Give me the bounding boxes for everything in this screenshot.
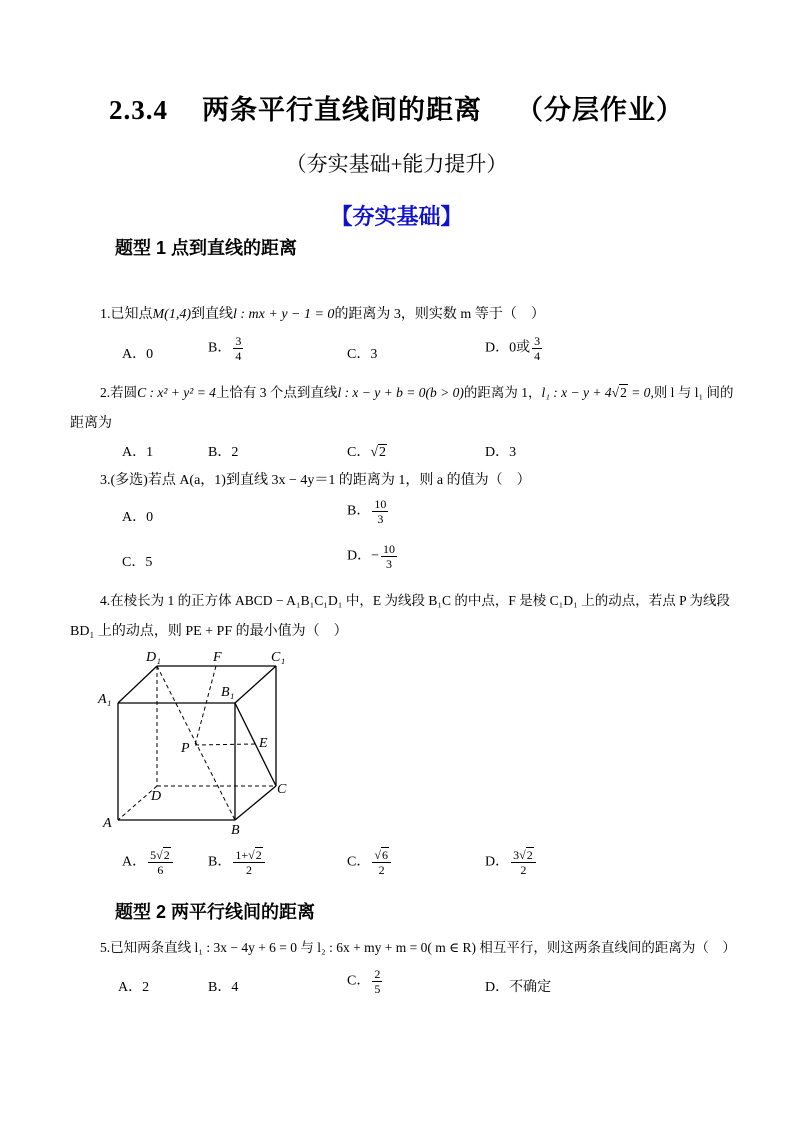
q5-option-b: B．4 [208, 980, 239, 995]
frac-num: 10 [374, 497, 387, 511]
q3-option-d [347, 542, 399, 571]
frac-den: 2 [378, 863, 385, 877]
frac-num: 5√2 [148, 848, 173, 863]
q4-option-c-label: C． [347, 854, 371, 870]
radicand: 6 [381, 848, 388, 862]
q1-option-a: A．0 [122, 347, 154, 362]
coef: 5 [150, 848, 157, 862]
q3-option-a: A．0 [122, 510, 154, 525]
label-c1: C₁ [271, 650, 286, 665]
frac-den: 2 [520, 863, 527, 877]
question-1 [100, 303, 545, 323]
frac-den: 3 [386, 557, 393, 571]
q1-option-d-frac [532, 334, 542, 363]
q5-option-c [347, 967, 384, 996]
question-5: 5.已知两条直线 l₁ : 3x − 4y + 6 = 0 与 l₂ : 6x + my + m = 0( m ∈ R) 相互平行，则这两条直线间的距离为（ ） [100, 940, 736, 955]
question-4-line2: BD₁ 上的动点，则 PE + PF 的最小值为（ ） [70, 624, 348, 639]
q1-option-d-label: D．0或 [485, 340, 531, 356]
q1-option-b [208, 334, 245, 363]
q2-mid: 上恰有 3 个点到直线 [215, 385, 338, 400]
q4-option-d [485, 848, 538, 877]
frac-den: 4 [534, 349, 541, 363]
type1-heading: 题型 1 点到直线的距离 [115, 238, 298, 258]
frac-den: 6 [157, 863, 164, 877]
q2-post: ,则 l 与 l₁ 间的 [650, 385, 734, 400]
q5-option-c-frac [372, 967, 382, 996]
question-2 [100, 381, 734, 401]
segment-p-e [195, 744, 255, 745]
q2-line: l : x − y + b = 0(b > 0) [337, 385, 464, 400]
q1-pre: 1.已知点 [100, 307, 153, 322]
q3-option-d-frac [381, 542, 397, 571]
coef: 3 [513, 848, 520, 862]
label-d: D [151, 789, 162, 804]
frac-num: √6 [372, 848, 391, 863]
q1-option-b-frac [233, 334, 243, 363]
q5-option-c-label: C． [347, 973, 371, 989]
q2-mid2: 的距离为 1， [463, 385, 542, 400]
radicand: 2 [255, 848, 262, 862]
label-b1: B₁ [221, 685, 235, 700]
q4-option-b-label: B． [208, 854, 232, 870]
q2-circle: C : x² + y² = 4 [137, 385, 216, 400]
q4-option-c-frac [372, 848, 391, 877]
q4-option-d-frac [511, 848, 536, 877]
section-banner: 【夯实基础】 [330, 204, 463, 229]
q4-option-a-label: A． [122, 854, 147, 870]
radicand: 2 [379, 445, 387, 460]
q4-option-c [347, 848, 393, 877]
question-3: 3.(多选)若点 A(a，1)到直线 3x − 4y＝1 的距离为 1，则 a 的值为（ ） [100, 473, 531, 488]
q1-line: l : mx + y − 1 = 0 [233, 307, 335, 322]
frac-num: 3√2 [511, 848, 536, 863]
label-f: F [213, 650, 222, 665]
frac-den: 2 [246, 863, 253, 877]
q2-option-c-label: C． [347, 445, 371, 460]
q2-option-d: D．3 [485, 445, 517, 460]
q2-option-c [347, 441, 387, 461]
radicand: 2 [526, 848, 533, 862]
label-b: B [231, 823, 240, 838]
q2-l1-radicand: 2 [620, 385, 627, 400]
frac-num: 3 [235, 334, 242, 348]
label-e: E [259, 736, 268, 751]
q5-option-a: A．2 [118, 980, 150, 995]
q2-l1-b: = 0 [627, 385, 651, 400]
q1-mid: 到直线 [191, 307, 233, 322]
edge-a1-d1 [118, 666, 157, 703]
prefix: 1+ [235, 848, 249, 862]
q4-option-a-frac [148, 848, 173, 877]
frac-den: 5 [374, 982, 381, 996]
q2-option-b: B．2 [208, 445, 239, 460]
label-p: P [181, 741, 190, 756]
label-a: A [103, 816, 112, 831]
q1-post: 的距离为 3，则实数 m 等于（ ） [334, 307, 545, 322]
edge-c1-b1 [235, 666, 276, 703]
radicand: 2 [163, 848, 170, 862]
type2-heading: 题型 2 两平行线间的距离 [115, 902, 316, 922]
q1-option-b-label: B． [208, 340, 232, 356]
q2-option-a: A．1 [122, 445, 154, 460]
frac-num: 3 [534, 334, 541, 348]
q3-option-b [347, 497, 390, 526]
question-4-line1: 4.在棱长为 1 的正方体 ABCD − A₁B₁C₁D₁ 中，E 为线段 B₁C 的中点，F 是棱 C₁D₁ 上的动点，若点 P 为线段 [100, 593, 730, 608]
page-subtitle: （夯实基础+能力提升） [285, 152, 508, 176]
frac-num: 2 [374, 967, 381, 981]
q1-point: M(1,4) [152, 307, 191, 322]
question-2-line2: 距离为 [70, 416, 112, 431]
q3-option-d-label: D．− [347, 548, 380, 564]
q2-l1-sqrt: √2 [611, 385, 627, 400]
q3-option-b-frac [372, 497, 388, 526]
frac-den: 3 [377, 512, 384, 526]
segment-b1-c [235, 703, 276, 786]
q2-option-c-sqrt: √2 [370, 445, 387, 460]
q4-option-a [122, 848, 175, 877]
frac-den: 4 [235, 349, 242, 363]
frac-num: 1+√2 [233, 848, 264, 863]
label-d1: D₁ [146, 650, 161, 665]
edge-c-b [235, 786, 276, 820]
title-number: 2.3.4 [109, 95, 168, 125]
q3-option-b-label: B． [347, 503, 371, 519]
q1-option-d [485, 334, 544, 363]
label-a1: A₁ [98, 692, 112, 707]
segment-f-p [195, 666, 216, 745]
q4-option-b-frac [233, 848, 264, 877]
q3-option-c: C．5 [122, 555, 153, 570]
title-main: 两条平行直线间的距离 [202, 95, 482, 125]
q1-option-c: C．3 [347, 347, 378, 362]
q4-option-d-label: D． [485, 854, 510, 870]
frac-num: 10 [383, 542, 396, 556]
q2-l1: l₁ : x − y + 4 [541, 385, 612, 400]
label-c: C [277, 782, 287, 797]
q5-option-d: D．不确定 [485, 980, 552, 995]
q4-option-b [208, 848, 267, 877]
page-title [0, 88, 793, 127]
cube-figure [90, 640, 310, 840]
q2-pre: 2.若圆 [100, 385, 138, 400]
title-suffix: （分层作业） [516, 95, 684, 125]
